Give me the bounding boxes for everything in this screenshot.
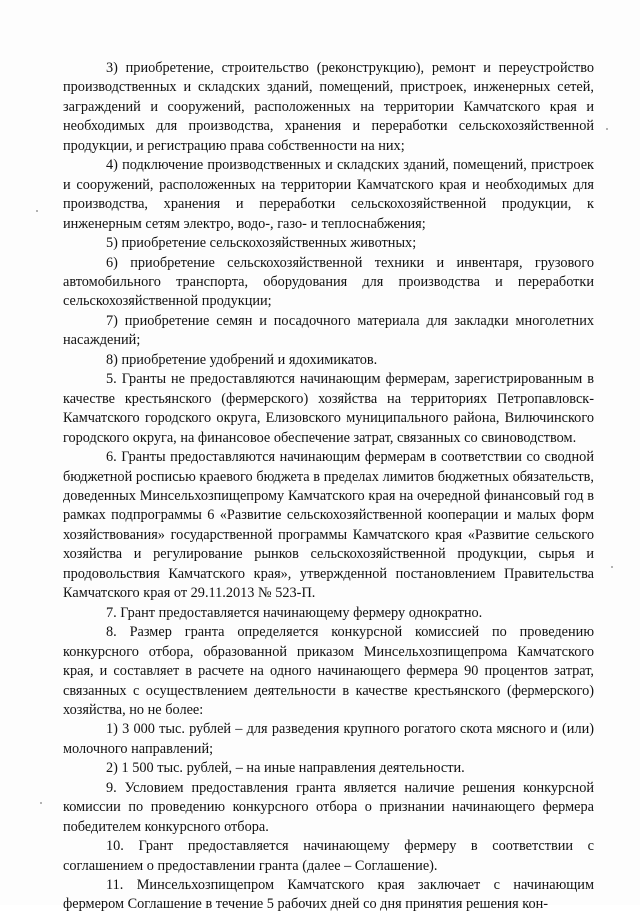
scan-speck (40, 802, 42, 804)
scan-speck (606, 128, 608, 130)
clause-8-item-2: 2) 1 500 тыс. рублей, – на иные направления деятельности. (106, 760, 465, 777)
scan-speck (36, 210, 38, 212)
clause-10: 10. Грант предоставляется начинающему фермеру в соответствии с соглашением о предоставлении гранта (далее – Соглашение). (63, 838, 594, 874)
clause-9: 9. Условием предоставления гранта является наличие решения конкурсной комиссии по проведению конкурсного отбора о признании начинающего фермера победителем конкурсного отбора. (63, 779, 594, 835)
clause-11: 11. Минсельхозпищепром Камчатского края заключает с начинающим фермером Соглашение в течение 5 рабочих дней со дня принятия решения кон- (63, 877, 594, 913)
list-item-7: 7) приобретение семян и посадочного материала для закладки многолетних насаждений; (63, 312, 594, 349)
scan-speck (611, 566, 613, 568)
document-body (63, 59, 594, 915)
clause-8: 8. Размер гранта определяется конкурсной комиссией по проведению конкурсного отбора, образованной приказом Минсельхозпищепрома Камчатского края, и составляет в расчете на одного начинающего фермера 90 процентов затрат, связанных с осуществлением деятельности в качестве крестьянского (фермерского) хозяйства, но не более: (63, 624, 594, 718)
clause-8-item-1: 1) 3 000 тыс. рублей – для разведения крупного рогатого скота мясного и (или) молочного направлений; (63, 721, 594, 757)
list-item-8: 8) приобретение удобрений и ядохимикатов. (106, 351, 378, 368)
clause-7: 7. Грант предоставляется начинающему фермеру однократно. (106, 604, 483, 621)
clause-5: 5. Гранты не предоставляются начинающим фермерам, зарегистрированным в качестве крестьянского (фермерского) хозяйства на территориях Петропавловск-Камчатского городского округа, Елизовского муниципального района, Вилючинского городского округа, на финансовое обеспечение затрат, связанных со свиноводством. (63, 371, 594, 446)
list-item-4: 4) подключение производственных и складских зданий, помещений, пристроек и сооружений, расположенных на территории Камчатского края и необходимых для производства, хранения и переработки сельскохозяйственной продукции, к инженерным сетям электро, водо-, газо- и теплоснабжения; (63, 157, 594, 232)
clause-6: 6. Гранты предоставляются начинающим фермерам в соответствии со сводной бюджетной росписью краевого бюджета в пределах лимитов бюджетных обязательств, доведенных Минсельхозпищепрому Камчатского края на очередной финансовый год в рамках подпрограммы 6 «Развитие сельскохозяйственной кооперации и малых форм хозяйствования» государственной программы Камчатского края «Развитие сельского хозяйства и регулирование рынков сельскохозяйственной продукции, сырья и продовольствия Камчатского края», утвержденной постановлением Правительства Камчатского края от 29.11.2013 № 523-П. (63, 449, 594, 602)
list-item-6: 6) приобретение сельскохозяйственной техники и инвентаря, грузового автомобильного транспорта, оборудования для производства и переработки сельскохозяйственной продукции; (63, 254, 594, 310)
list-item-5: 5) приобретение сельскохозяйственных животных; (106, 235, 417, 252)
list-item-3: 3) приобретение, строительство (реконструкцию), ремонт и переустройство производственных и складских зданий, помещений, пристроек, инженерных сетей, заграждений и сооружений, расположенных на территории Камчатского края и необходимых для производства, хранения и переработки сельскохозяйственной продукции, и регистрацию права собственности на них; (63, 60, 594, 154)
